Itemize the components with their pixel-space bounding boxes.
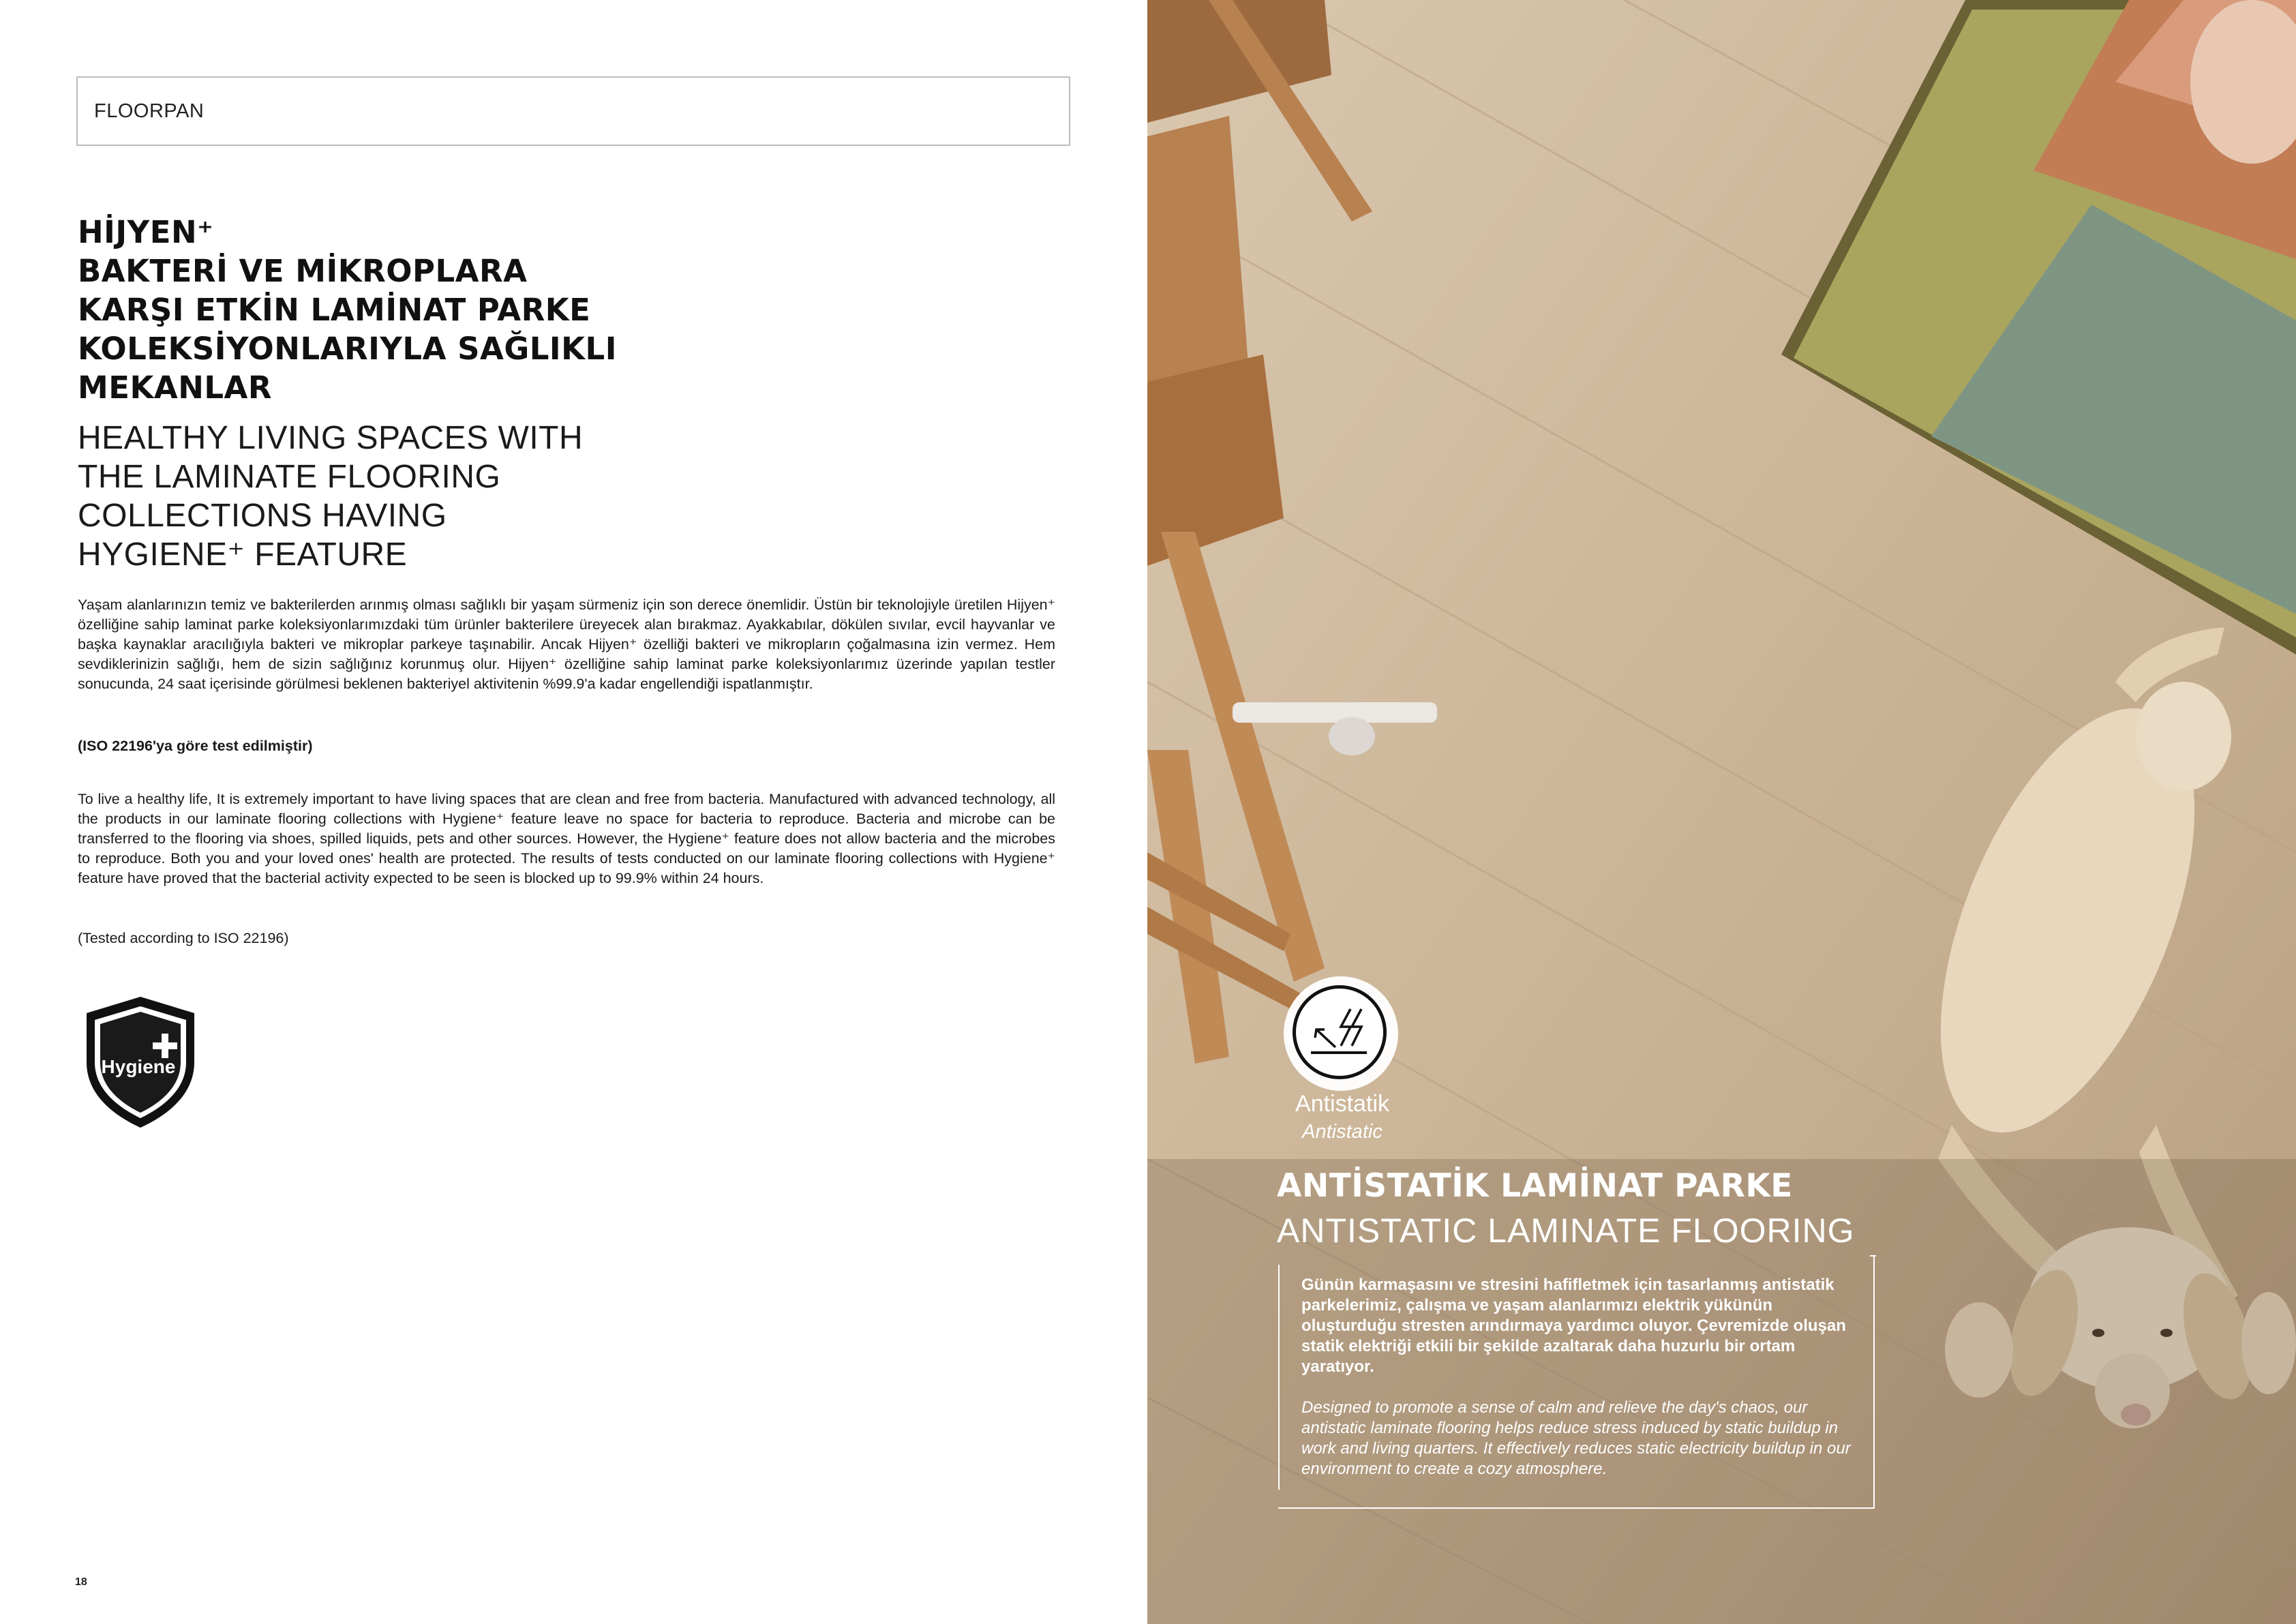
text-frame-top [1870,1255,1876,1257]
title-en-line: HYGIENE⁺ FEATURE [78,537,408,573]
title-en-line: COLLECTIONS HAVING [78,498,447,534]
page-number: 18 [75,1576,87,1588]
hygiene-shield-icon [78,994,202,1130]
text-frame-left [1278,1265,1280,1490]
antistatic-badge [1284,976,1398,1091]
antistatic-title-tr: ANTİSTATİK LAMİNAT PARKE [1277,1167,1793,1205]
brand-header [76,76,1070,146]
antistatic-label-en: Antistatic [1302,1121,1383,1143]
antistatic-title-en: ANTISTATIC LAMINATE FLOORING [1277,1212,1855,1250]
note-english: (Tested according to ISO 22196) [78,930,289,946]
antistatic-body-en: Designed to promote a sense of calm and relieve the day's chaos, our antistatic laminate flooring helps reduce stress induced by static buildup in work and living quarters. It effectively reduces static electricity buildup in our environment to create a cozy atmosphere. [1301,1398,1851,1478]
brand-name: FLOORPAN [94,100,205,122]
antistatic-body-tr: Günün karmaşasını ve stresini hafifletmek için tasarlanmış antistatik parkelerimiz, çalışma ve yaşam alanlarımızı elektrik yükünün oluşturduğu stresten arındırmaya yardımcı oluyor. Çevremizde oluşan statik elektriği etkili bir şekilde azaltarak daha huzurlu bir ortam yaratıyor. [1301,1276,1846,1376]
title-english [78,419,691,574]
left-page [0,0,1147,1624]
note-turkish: (ISO 22196'ya göre test edilmiştir) [78,738,313,754]
antistatic-label-tr: Antistatik [1295,1091,1389,1117]
title-turkish [78,213,691,407]
title-tr-line: KARŞI ETKİN LAMİNAT PARKE [78,292,591,328]
title-tr-line: MEKANLAR [78,370,273,406]
title-tr-line: KOLEKSİYONLARIYLA SAĞLIKLI [78,331,617,367]
body-turkish: Yaşam alanlarınızın temiz ve bakterilerden arınmış olması sağlıklı bir yaşam sürmeniz için son derece önemlidir. Üstün bir teknolojiyle üretilen Hijyen⁺ özelliğine sahip laminat parke koleksiyonlarımızdaki tüm ürünler bakterilere üreyecek alan bırakmaz. Ayakkabılar, dökülen sıvılar, evcil hayvanlar ve başka kaynaklar aracılığıyla bakteri ve mikroplar parkeye taşınabilir. Ancak Hijyen⁺ özelliği bakteri ve mikropların çoğalmasına izin vermez. Hem sevdiklerinizin sağlığı, hem de sizin sağlığınız korunmuş olur. Hijyen⁺ özelliğine sahip laminat parke koleksiyonlarımız üzerinde yapılan testler sonucunda, 24 saat içerisinde görülmesi beklenen bakteriyel aktivitenin %99.9'a kadar engellendiği ispatlanmıştır. [78,597,1055,692]
title-en-line: HEALTHY LIVING SPACES WITH [78,420,584,456]
title-tr-line: BAKTERİ VE MİKROPLARA [78,253,528,289]
right-page [1147,0,2296,1624]
title-tr-line: HİJYEN⁺ [78,214,214,250]
title-en-line: THE LAMINATE FLOORING [78,459,501,495]
antistatic-icon [1293,985,1387,1079]
badge-label: Hygiene [101,1056,176,1077]
body-english: To live a healthy life, It is extremely important to have living spaces that are clean and free from bacteria. Manufactured with advanced technology, all the products in our laminate flooring collections with Hygiene⁺ feature leave no space for bacteria to reproduce. Bacteria and microbe can be transferred to the flooring via shoes, spilled liquids, pets and other sources. However, the Hygiene⁺ feature does not allow bacteria and the microbes to reproduce. Both you and your loved ones' health are protected. The results of tests conducted on our laminate flooring collections with Hygiene⁺ feature have proved that the bacterial activity expected to be seen is blocked up to 99.9% within 24 hours. [78,791,1055,886]
